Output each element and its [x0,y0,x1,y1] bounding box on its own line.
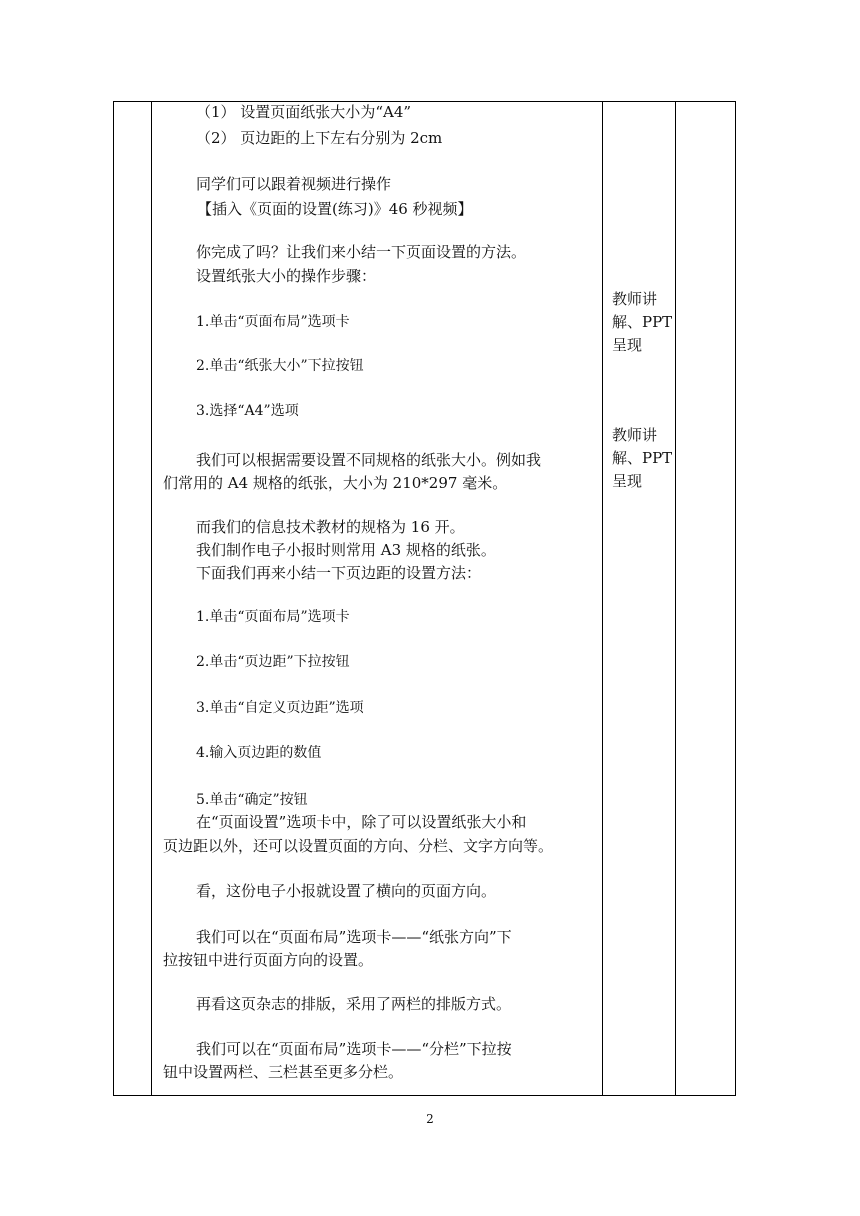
teaching-method-note [612,424,676,493]
step-line: 4.输入页边距的数值 [196,745,322,761]
paragraph-line: 设置纸张大小的操作步骤： [196,267,377,285]
page-number: 2 [426,1112,434,1126]
paragraph-line: 钮中设置两栏、三栏甚至更多分栏。 [163,1063,404,1081]
paragraph-line: 而我们的信息技术教材的规格为 16 开。 [196,518,465,536]
table-col-border-3 [602,101,603,1096]
task-line: （1） 设置页面纸张大小为“A4” [196,103,412,121]
note-line: 解、PPT [612,449,673,467]
paragraph-line: 我们可以在“页面布局”选项卡——“纸张方向”下 [196,928,512,946]
step-line: 1.单击“页面布局”选项卡 [196,609,350,625]
video-insert-note: 【插入《页面的设置(练习)》46 秒视频】 [197,200,473,218]
note-line: 呈现 [612,336,643,354]
paragraph-line: 页边距以外，还可以设置页面的方向、分栏、文字方向等。 [163,837,554,855]
table-col-border-5 [735,101,736,1096]
task-line: （2） 页边距的上下左右分别为 2cm [196,129,443,147]
paragraph-line: 我们可以在“页面布局”选项卡——“分栏”下拉按 [196,1040,512,1058]
table-col-border-1 [113,101,114,1096]
note-line: 教师讲 [612,290,658,308]
table-bottom-border [113,1095,736,1096]
paragraph-line: 同学们可以跟着视频进行操作 [196,175,392,193]
step-line: 2.单击“纸张大小”下拉按钮 [196,358,364,374]
step-line: 3.选择“A4”选项 [196,403,299,419]
step-line: 2.单击“页边距”下拉按钮 [196,654,350,670]
paragraph-line: 下面我们再来小结一下页边距的设置方法： [196,564,482,582]
paragraph-line: 我们可以根据需要设置不同规格的纸张大小。例如我 [196,451,542,469]
note-line: 教师讲 [612,426,658,444]
step-line: 5.单击“确定”按钮 [196,792,308,808]
step-line: 3.单击“自定义页边距”选项 [196,700,364,716]
note-line: 呈现 [612,472,643,490]
paragraph-line: 们常用的 A4 规格的纸张，大小为 210*297 毫米。 [163,474,508,492]
table-col-border-2 [151,101,152,1096]
paragraph-line: 看，这份电子小报就设置了横向的页面方向。 [196,882,497,900]
paragraph-line: 再看这页杂志的排版，采用了两栏的排版方式。 [196,995,512,1013]
paragraph-line: 在“页面设置”选项卡中，除了可以设置纸张大小和 [196,813,527,831]
paragraph-line: 我们制作电子小报时则常用 A3 规格的纸张。 [196,541,496,559]
note-line: 解、PPT [612,313,673,331]
paragraph-line: 你完成了吗？让我们来小结一下页面设置的方法。 [196,243,527,261]
step-line: 1.单击“页面布局”选项卡 [196,314,350,330]
table-col-border-4 [675,101,676,1096]
teaching-method-note [612,288,676,357]
paragraph-line: 拉按钮中进行页面方向的设置。 [163,951,374,969]
